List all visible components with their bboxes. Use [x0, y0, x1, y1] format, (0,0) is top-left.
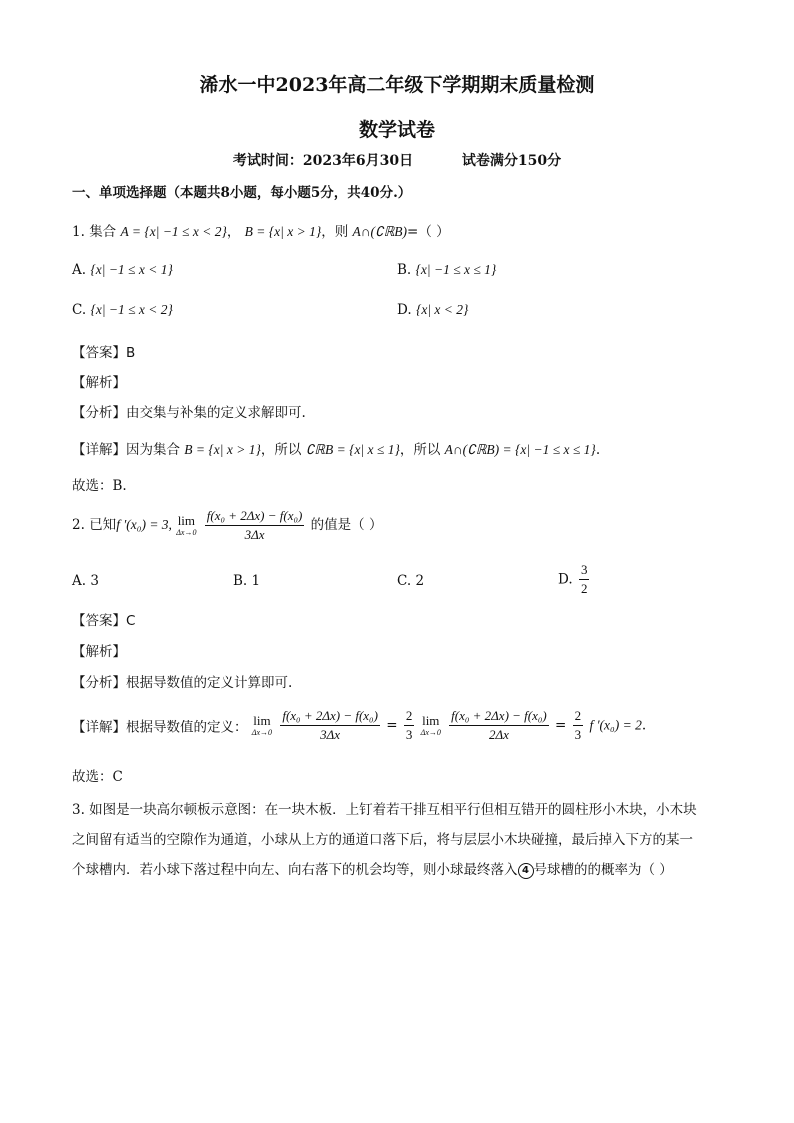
xiangjie-text: 因为集合 [126, 442, 180, 458]
question-suffix: 的值是（ ） [310, 517, 383, 533]
question-number: 1. [72, 224, 85, 240]
option-label: C. [397, 573, 412, 589]
lim-sub: Δx→0 [420, 728, 441, 737]
jiexi-1: 【解析】 [72, 375, 126, 391]
fraction [205, 507, 305, 544]
answer-2: 【答案】C [72, 613, 136, 629]
page-subtitle: 数学试卷 [358, 119, 435, 141]
question-3-line-3 [72, 858, 673, 879]
question-1 [72, 220, 450, 240]
math-b: B = {x| x > 1} [184, 442, 261, 457]
xiangjie-2 [72, 707, 646, 744]
then-text: ，则 [321, 224, 349, 240]
section-heading: 一、单项选择题（本题共8小题，每小题5分，共40分.） [72, 185, 412, 201]
xiangjie-tag: 【详解】 [72, 442, 126, 458]
lim-sub: Δx→0 [176, 528, 197, 537]
circled-number: 4 [518, 863, 534, 879]
option-text: 2 [415, 573, 425, 589]
lim-text: lim [422, 713, 440, 728]
fenxi-1 [72, 401, 306, 421]
answer-1: 【答案】B [72, 345, 136, 361]
set-b: B = {x| x > 1} [244, 224, 322, 239]
math-complement: ∁ℝB = {x| x ≤ 1} [305, 442, 400, 457]
fenxi-tag: 【分析】 [72, 675, 126, 691]
set-a: A = {x| −1 ≤ x < 2} [120, 224, 227, 239]
option-b [233, 573, 260, 589]
limit [176, 514, 196, 537]
fenxi-2 [72, 671, 292, 691]
option-label: D. [558, 571, 573, 588]
option-label: D. [397, 302, 412, 318]
limit [421, 714, 441, 737]
coefficient [573, 707, 584, 744]
option-text: {x| −1 ≤ x < 2} [90, 302, 173, 317]
question-prefix: 集合 [89, 224, 117, 240]
option-c [397, 573, 424, 589]
option-label: A. [72, 573, 87, 589]
option-d [397, 302, 468, 318]
option-label: B. [397, 262, 412, 278]
question-number: 2. [72, 517, 85, 533]
question-3-line-1: 3. 如图是一块高尔顿板示意图：在一块木板．上钉着若干排互相平行但相互错开的圆柱形小木块，小木块 [72, 802, 697, 818]
question-prefix: 已知 [89, 517, 117, 533]
option-label: C. [72, 302, 87, 318]
exam-info: 考试时间：2023年6月30日 试卷满分150分 [232, 153, 562, 169]
option-text: 1 [251, 573, 261, 589]
option-c [72, 302, 173, 318]
fenxi-text: 由交集与补集的定义求解即可. [126, 405, 306, 421]
denominator: 2Δx [489, 727, 509, 742]
answer-blank: =（ ） [407, 224, 450, 240]
xiangjie-text: ，所以 [260, 442, 302, 458]
option-d [558, 561, 591, 598]
result: f ′(x₀) = 2 [589, 717, 642, 733]
option-a [72, 573, 99, 589]
numerator: 2 [404, 707, 415, 726]
option-text: 3 [90, 573, 99, 589]
question-2 [72, 507, 382, 544]
option-label: A. [72, 262, 87, 278]
numerator: f(x₀ + 2Δx) − f(x₀) [449, 707, 549, 726]
guxuan-2: 故选：C [72, 769, 123, 785]
denominator: 3 [574, 727, 582, 742]
separator: ， [226, 224, 241, 240]
numerator: f(x₀ + 2Δx) − f(x₀) [205, 507, 305, 526]
fenxi-tag: 【分析】 [72, 405, 126, 421]
denominator: 2 [580, 581, 588, 596]
question-text: 号球槽的的概率为（ ） [533, 862, 673, 878]
fenxi-text: 根据导数值的定义计算即可. [126, 675, 293, 691]
question-text: 个球槽内．若小球下落过程中向左、向右落下的机会均等，则小球最终落入 [72, 862, 518, 878]
guxuan-1: 故选：B. [72, 478, 127, 494]
period: . [595, 442, 601, 458]
xiangjie-text: 根据导数值的定义： [126, 719, 248, 736]
condition: f ′(x₀) = 3, [116, 517, 172, 532]
fraction [449, 707, 549, 744]
xiangjie-text: ，所以 [399, 442, 441, 458]
option-text: {x| −1 ≤ x ≤ 1} [415, 262, 497, 277]
lim-sub: Δx→0 [251, 728, 273, 737]
lim-text: lim [253, 713, 271, 728]
numerator: f(x₀ + 2Δx) − f(x₀) [280, 707, 380, 726]
lim-text: lim [177, 513, 196, 528]
limit [252, 714, 272, 737]
option-a [72, 262, 173, 278]
period: . [641, 717, 647, 734]
numerator: 2 [573, 707, 584, 726]
coefficient [404, 707, 415, 744]
option-b [397, 262, 496, 278]
numerator: 3 [579, 561, 590, 580]
set-expression: A∩(∁ℝB) [352, 224, 408, 239]
math-result: A∩(∁ℝB) = {x| −1 ≤ x ≤ 1} [444, 442, 596, 457]
fraction [579, 561, 590, 598]
denominator: 3 [405, 727, 413, 742]
option-label: B. [233, 573, 248, 589]
xiangjie-1 [72, 438, 600, 458]
denominator: 3Δx [320, 727, 341, 742]
xiangjie-tag: 【详解】 [72, 719, 126, 736]
option-text: {x| −1 ≤ x < 1} [90, 262, 173, 277]
fraction [280, 707, 380, 744]
equals: = [386, 717, 398, 734]
option-text: {x| x < 2} [415, 302, 469, 317]
equals: = [555, 717, 567, 734]
question-3-line-2: 之间留有适当的空隙作为通道，小球从上方的通道口落下后，将与层层小木块碰撞，最后掉入下方的某一 [72, 832, 693, 848]
jiexi-2: 【解析】 [72, 644, 126, 660]
denominator: 3Δx [244, 527, 265, 542]
page-title: 浠水一中2023年高二年级下学期期末质量检测 [199, 74, 595, 96]
